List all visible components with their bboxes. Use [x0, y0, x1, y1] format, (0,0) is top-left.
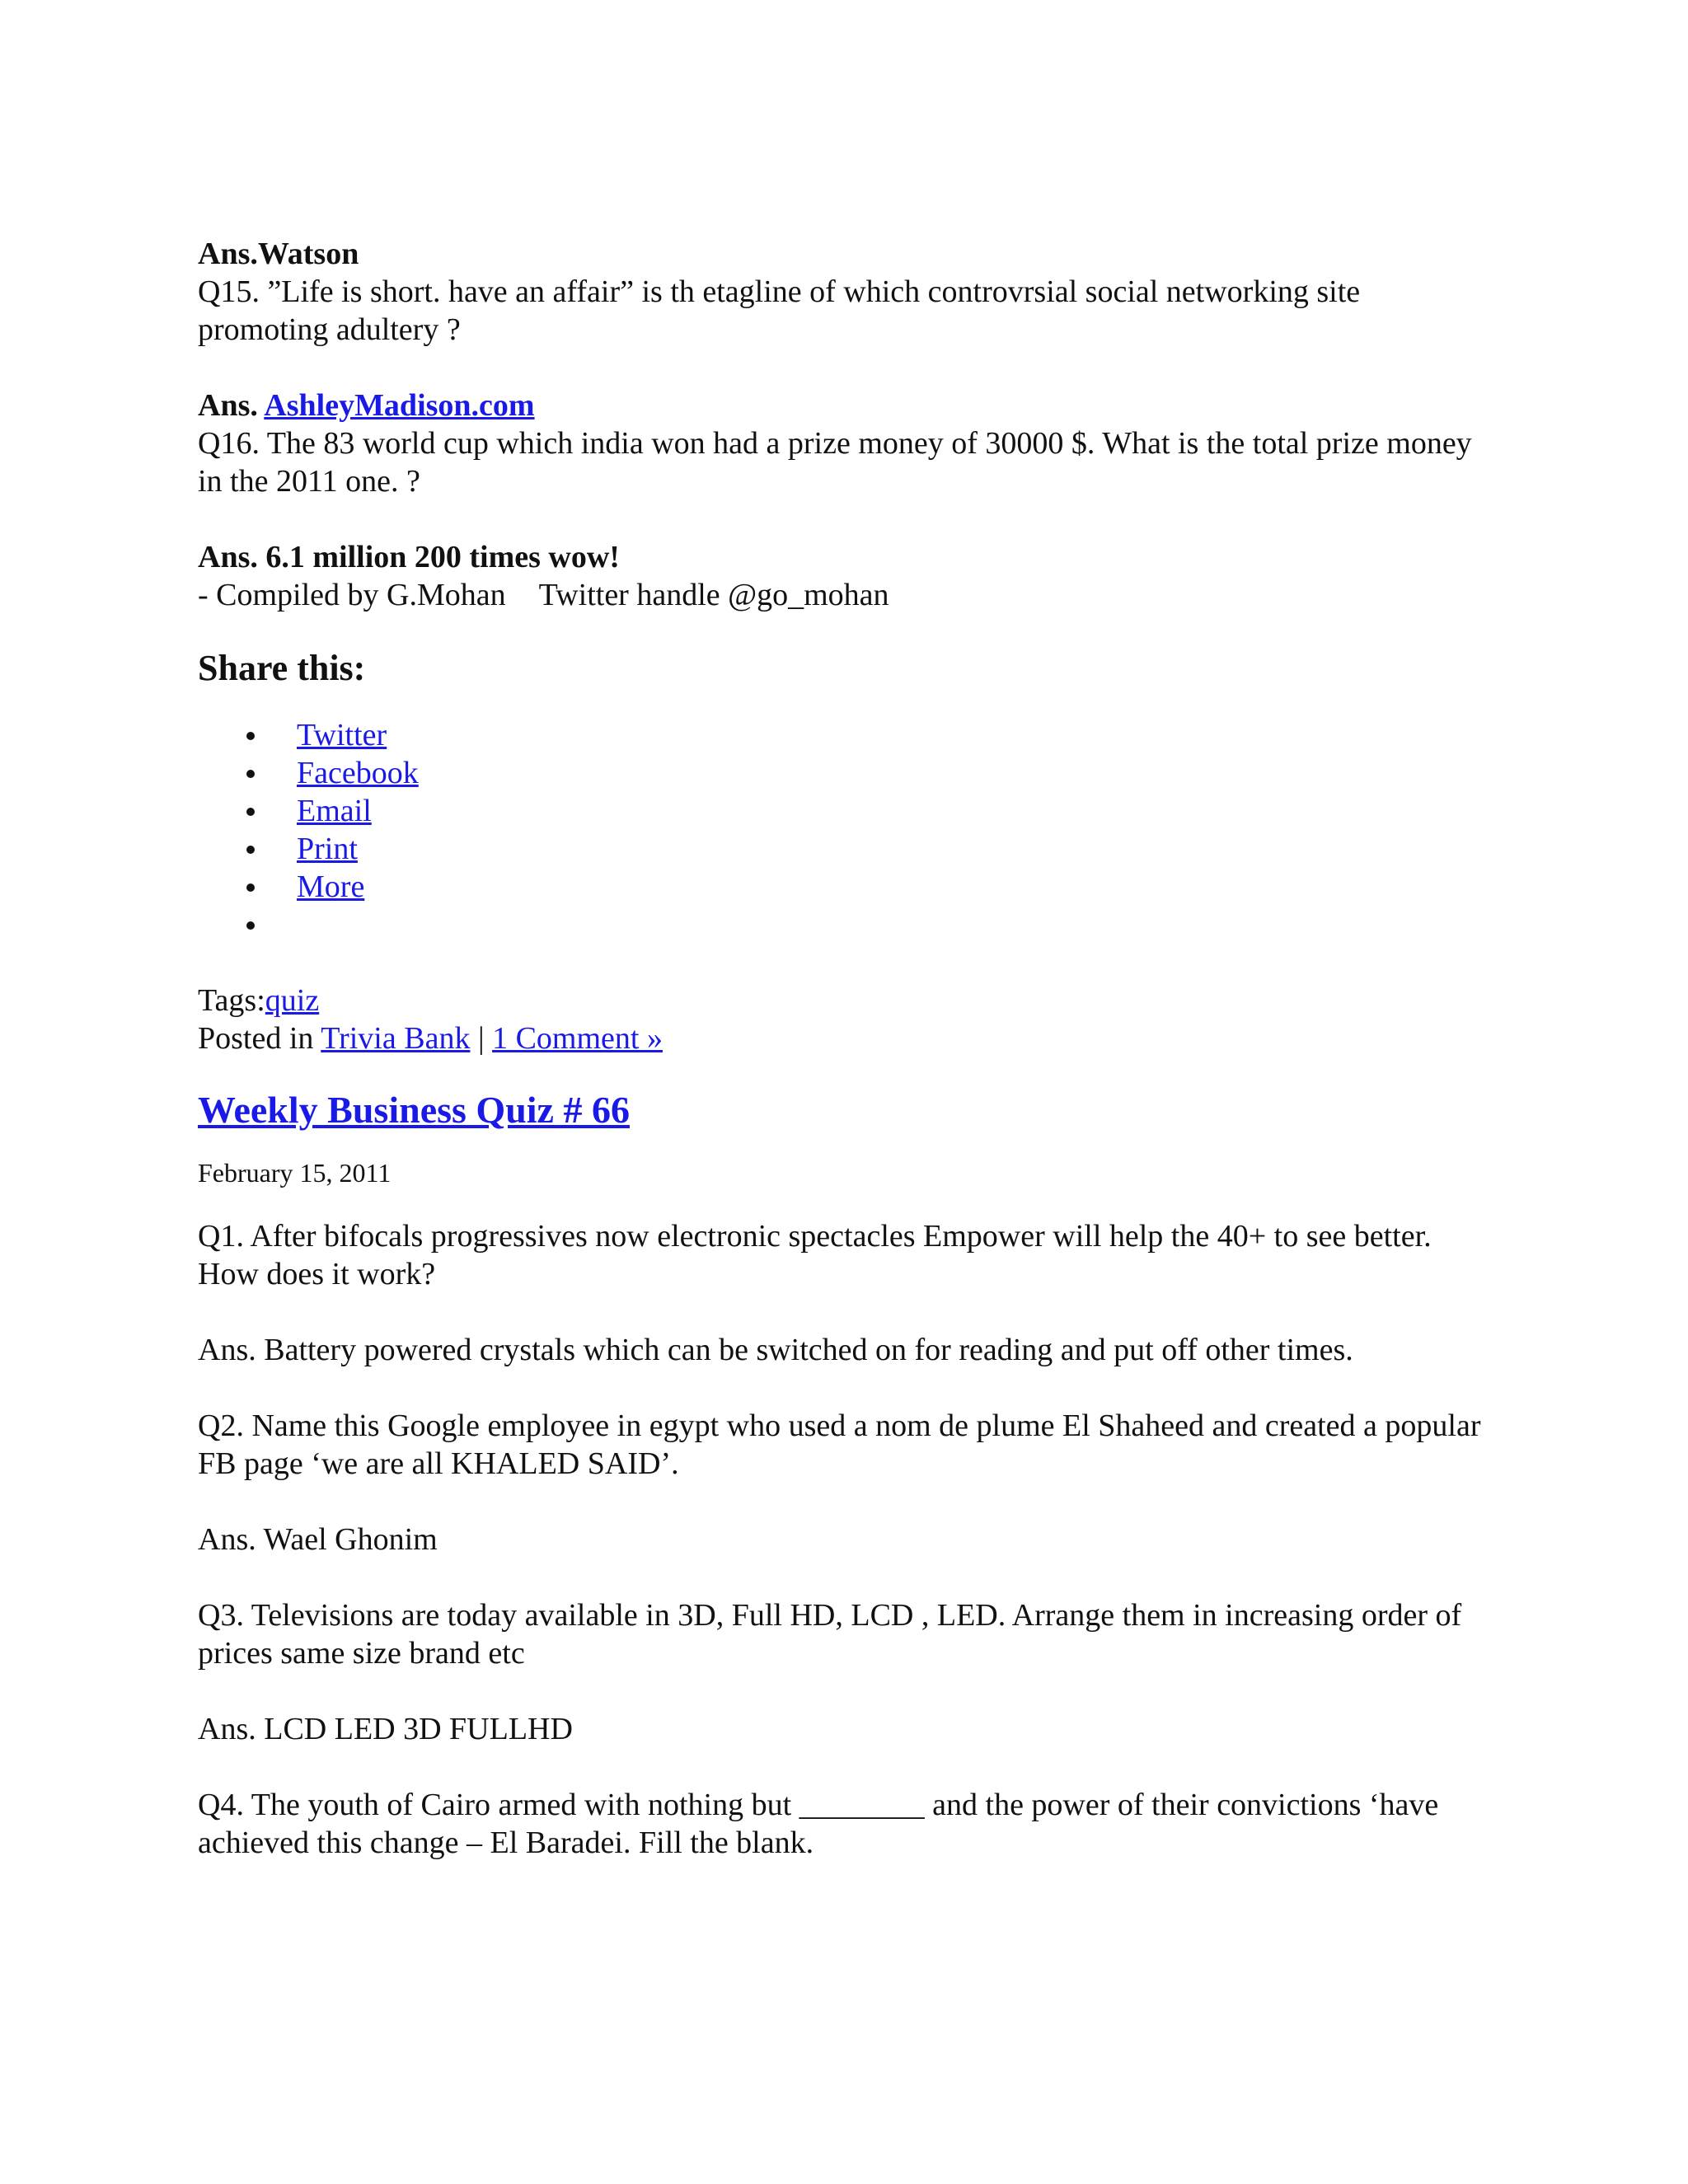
question-q15: Q15. ”Life is short. have an affair” is th etagline of which controvrsial social networking site promoting adultery ? — [198, 274, 1361, 347]
post-title-link[interactable]: Weekly Business Quiz # 66 — [198, 1089, 630, 1131]
answer-q1: Ans. Battery powered crystals which can be switched on for reading and put off other times. — [198, 1333, 1353, 1367]
twitter-handle: Twitter handle @go_mohan — [538, 578, 889, 612]
share-print-link[interactable]: Print — [297, 832, 358, 866]
compiled-by-line — [198, 576, 1484, 614]
answer-q14: Ans.Watson — [198, 237, 359, 271]
share-item-email — [198, 792, 1484, 830]
share-heading: Share this: — [198, 648, 366, 688]
share-email-link[interactable]: Email — [297, 794, 372, 828]
question-q1: Q1. After bifocals progressives now electronic spectacles Empower will help the 40+ to see better. How does it work? — [198, 1219, 1432, 1291]
answer-q3: Ans. LCD LED 3D FULLHD — [198, 1712, 573, 1746]
meta-separator: | — [470, 1021, 493, 1056]
question-q16: Q16. The 83 world cup which india won had a prize money of 30000 $. What is the total prize money in the 2011 one. ? — [198, 426, 1472, 499]
question-q2: Q2. Name this Google employee in egypt who used a nom de plume El Shaheed and created a popular FB page ‘we are all KHALED SAID’. — [198, 1408, 1481, 1481]
category-trivia-bank-link[interactable]: Trivia Bank — [321, 1021, 471, 1056]
share-twitter-link[interactable]: Twitter — [297, 718, 387, 752]
answer-q2: Ans. Wael Ghonim — [198, 1522, 438, 1557]
posted-in-line — [198, 1019, 1484, 1057]
post-title — [198, 1087, 1484, 1133]
posted-in-label: Posted in — [198, 1021, 321, 1056]
comments-link[interactable]: 1 Comment » — [492, 1021, 663, 1056]
share-item-twitter — [198, 716, 1484, 754]
share-item-more — [198, 868, 1484, 906]
share-facebook-link[interactable]: Facebook — [297, 756, 419, 790]
document-page — [198, 235, 1484, 1862]
share-item-print — [198, 830, 1484, 868]
share-item-empty — [198, 906, 1484, 944]
post-date: February 15, 2011 — [198, 1158, 392, 1188]
tag-quiz-link[interactable]: quiz — [265, 983, 320, 1018]
answer-q15 — [198, 387, 1484, 424]
answer-q15-prefix: Ans. — [198, 388, 265, 423]
tags-label: Tags: — [198, 983, 265, 1018]
ashley-madison-link[interactable]: AshleyMadison.com — [264, 388, 535, 423]
question-q4: Q4. The youth of Cairo armed with nothing but ________ and the power of their convictions ‘have achieved this change – El Baradei. Fill the blank. — [198, 1788, 1439, 1860]
share-more-link[interactable]: More — [297, 869, 365, 904]
question-q3: Q3. Televisions are today available in 3D, Full HD, LCD , LED. Arrange them in increasing order of prices same size brand etc — [198, 1598, 1462, 1671]
share-list — [198, 716, 1484, 944]
share-item-facebook — [198, 754, 1484, 792]
tags-line — [198, 982, 1484, 1019]
compiled-by: - Compiled by G.Mohan — [198, 578, 506, 612]
answer-q16: Ans. 6.1 million 200 times wow! — [198, 540, 620, 574]
